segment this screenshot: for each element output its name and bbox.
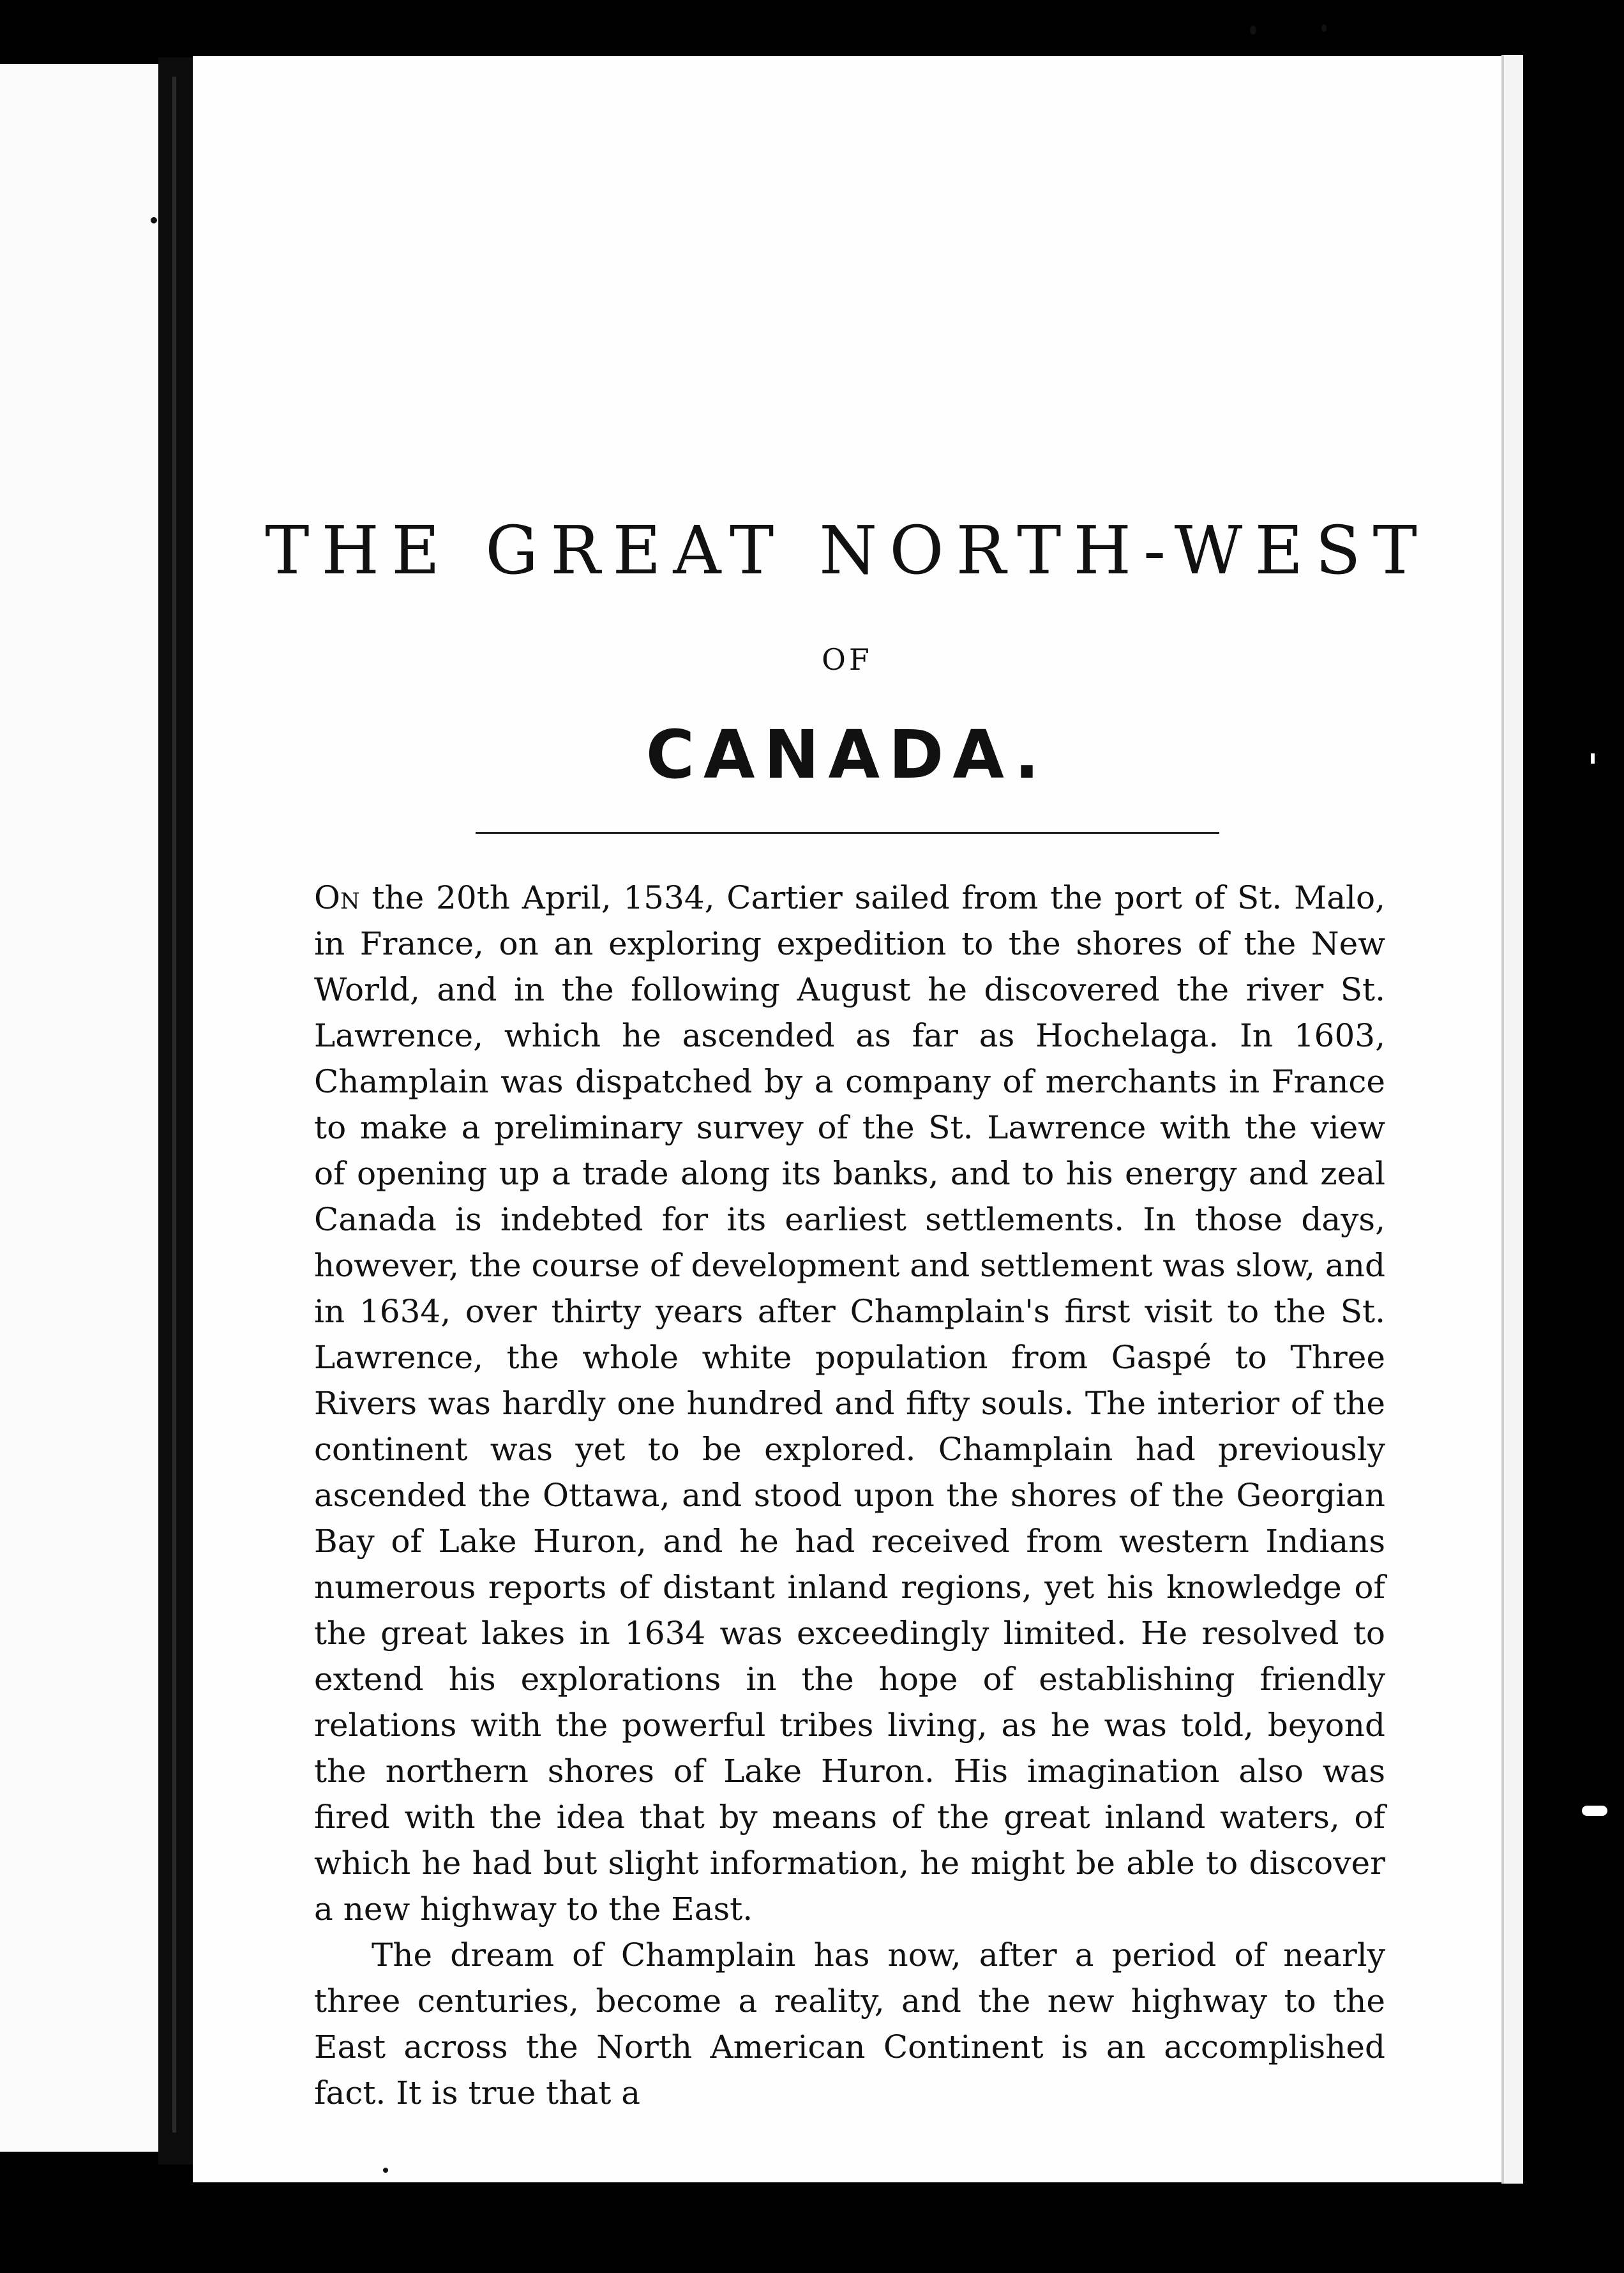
spine-gutter-line: [172, 77, 176, 2133]
scan-speck: [151, 217, 157, 223]
paragraph-1: [314, 875, 1385, 1932]
title-rule: [476, 832, 1219, 834]
paragraph-2: The dream of Champlain has now, after a period of nearly three centuries, become a reality, and the new highway to the East across the North American Continent is an accomplished fact. It is true that a: [314, 1937, 1385, 2111]
scan-speck: [383, 2168, 388, 2173]
scan-edge-mark: [1582, 1806, 1607, 1816]
scan-edge-mark: [1591, 753, 1595, 764]
left-page-edge: [0, 64, 158, 2152]
title-main: THE GREAT NORTH-WEST: [265, 511, 1429, 589]
title-of: OF: [822, 642, 873, 677]
body-text: [314, 875, 1385, 2116]
title-country: CANADA.: [645, 716, 1049, 794]
paragraph-1-opening: On: [314, 879, 360, 916]
scan-speck: [1321, 24, 1327, 32]
paragraph-1-text: the 20th April, 1534, Cartier sailed from the port of St. Malo, in France, on an exploring expedition to the shores of the New World, and in the following August he discovered the river St. Lawrence, which he ascended as far as Hochelaga. In 1603, Champlain was dispatched by a company of merchants in France to make a preliminary survey of the St. Lawrence with the view of opening up a trade along its banks, and to his energy and zeal Canada is indebted for its earliest settlements. In those days, however, the course of development and settlement was slow, and in 1634, over thirty years after Champlain's first visit to the St. Lawrence, the whole white population from Gaspé to Three Rivers was hardly one hundred and fifty souls. The interior of the continent was yet to be explored. Champlain had previously ascended the Ottawa, and stood upon the shores of the Georgian Bay of Lake Huron, and he had received from western Indians numerous reports of distant inland regions, yet his knowledge of the great lakes in 1634 was exceedingly limited. He resolved to extend his explorations in the hope of establishing friendly relations with the powerful tribes living, as he was told, beyond the northern shores of Lake Huron. His imagination also was fired with the idea that by means of the great inland waters, of which he had but slight information, he might be able to discover a new highway to the East.: [314, 879, 1385, 1928]
scan-speck: [1250, 26, 1256, 34]
page-right-edge: [1501, 55, 1523, 2184]
